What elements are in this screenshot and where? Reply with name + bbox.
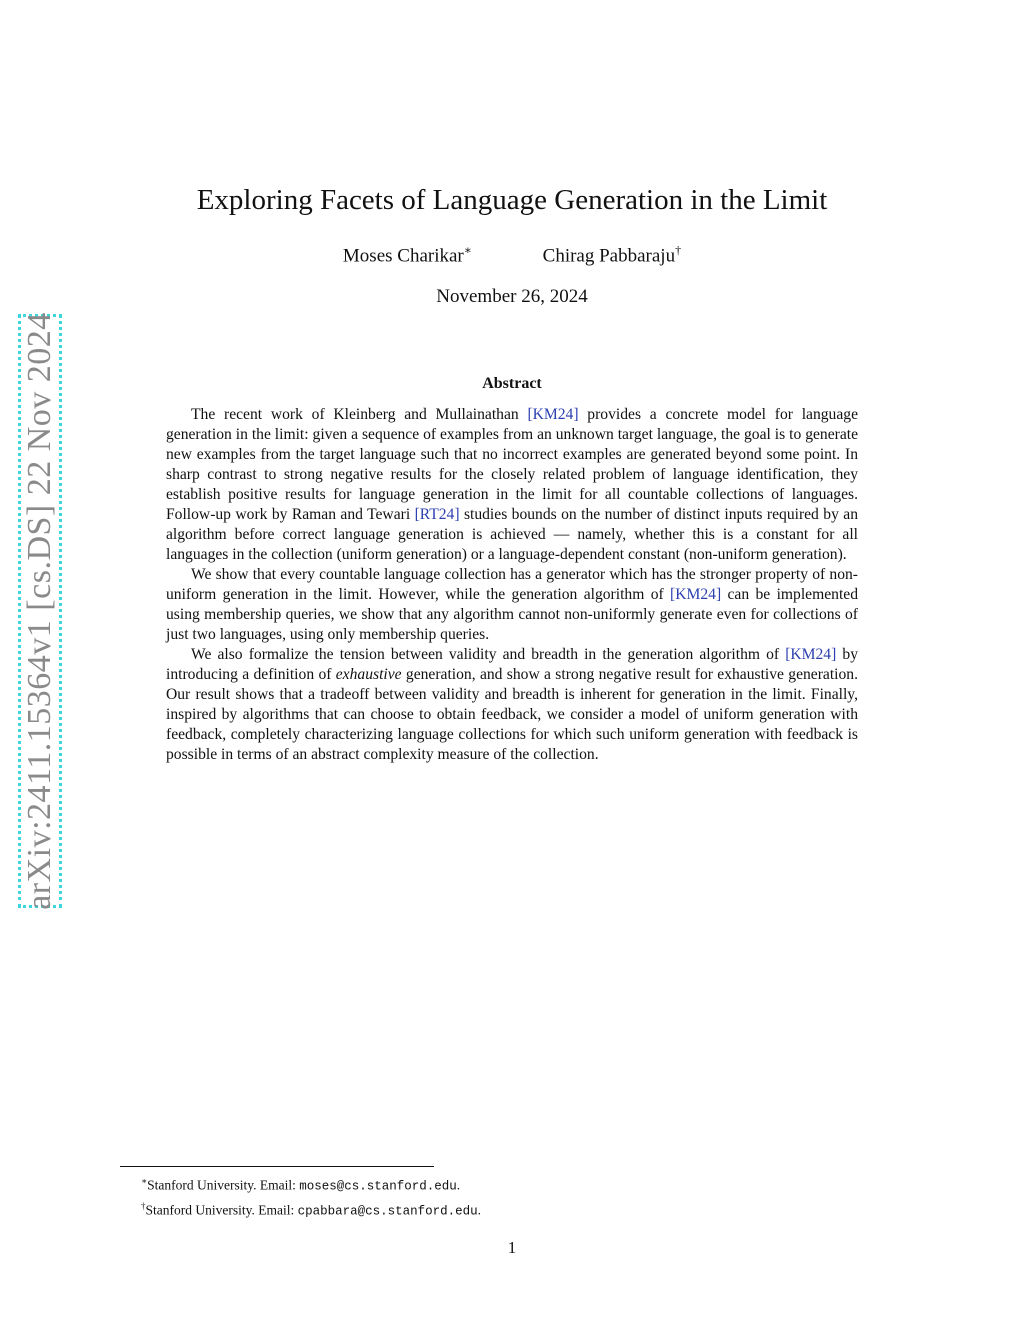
footnote-1 xyxy=(141,1172,481,1197)
abstract-paragraph-3 xyxy=(166,645,858,765)
page-number: 1 xyxy=(507,1238,517,1257)
abstract-paragraph-2 xyxy=(166,565,858,645)
citation-link-rt24[interactable]: [RT24] xyxy=(414,506,460,523)
footnote-text: Stanford University. Email: xyxy=(147,1177,300,1193)
publication-date: November 26, 2024 xyxy=(436,286,588,307)
footnote-end: . xyxy=(456,1177,461,1193)
abstract-body xyxy=(166,405,858,765)
emphasis-text: exhaustive xyxy=(335,666,402,683)
footnote-end: . xyxy=(477,1202,482,1217)
email-address[interactable]: moses@cs.stanford.edu xyxy=(299,1179,457,1194)
text-span: provides a concrete model for language generation in the limit: given a sequence of examples from an unknown target language, the goal is to generate new examples from the target language such that no incorrect examples are generated beyond some point. In sharp contrast to strong negative results for the closely related problem of language identification, they establish positive results for language generation in the limit for all countable collections of languages. Follow-up work by Raman and Tewari xyxy=(166,406,858,523)
citation-link-km24[interactable]: [KM24] xyxy=(527,406,579,423)
text-span: can be implemented using membership queries, we show that any algorithm cannot non-uniformly generate even for collections of just two languages, using only membership queries. xyxy=(166,586,858,643)
arxiv-stamp xyxy=(18,314,62,908)
citation-link-km24[interactable]: [KM24] xyxy=(785,646,837,663)
paper-title: Exploring Facets of Language Generation in the Limit xyxy=(196,184,828,216)
abstract-heading: Abstract xyxy=(482,375,542,392)
text-span: The recent work of Kleinberg and Mullainathan xyxy=(191,406,528,423)
email-address[interactable]: cpabbara@cs.stanford.edu xyxy=(297,1204,478,1218)
author-1 xyxy=(343,243,472,267)
text-span: by introducing a definition of xyxy=(166,646,858,683)
text-span: We also formalize the tension between validity and breadth in the generation algorithm of xyxy=(191,646,786,663)
footnote-mark: † xyxy=(141,1200,146,1211)
footnote-text: Stanford University. Email: xyxy=(145,1202,298,1217)
footnote-rule xyxy=(120,1166,434,1167)
author-footnote-mark[interactable]: ∗ xyxy=(463,243,472,257)
author-list xyxy=(0,243,1024,267)
footnotes xyxy=(141,1172,481,1221)
abstract-paragraph-1 xyxy=(166,405,858,565)
text-span: studies bounds on the number of distinct inputs required by an algorithm before correct language generation is achieved — namely, whether this is a constant for all languages in the collection (uniform generation) or a language-dependent constant (non-uniform generation). xyxy=(166,506,858,563)
author-name: Moses Charikar xyxy=(342,245,464,267)
text-span: We show that every countable language collection has a generator which has the stronger property of non-uniform generation in the limit. However, while the generation algorithm of xyxy=(166,566,858,603)
author-footnote-mark[interactable]: † xyxy=(675,243,682,257)
arxiv-identifier[interactable]: arXiv:2411.15364v1 [cs.DS] 22 Nov 2024 xyxy=(21,312,58,910)
author-2 xyxy=(543,243,681,267)
citation-link-km24[interactable]: [KM24] xyxy=(670,586,722,603)
text-span: generation, and show a strong negative result for exhaustive generation. Our result shows that a tradeoff between validity and breadth is inherent for generation in the limit. Finally, inspired by algorithms that can choose to obtain feedback, we consider a model of uniform generation with feedback, completely characterizing language collections for which such uniform generation with feedback is possible in terms of an abstract complexity measure of the collection. xyxy=(166,666,858,763)
author-name: Chirag Pabbaraju xyxy=(542,245,676,267)
footnote-mark: ∗ xyxy=(141,1176,148,1186)
footnote-2 xyxy=(141,1197,481,1222)
